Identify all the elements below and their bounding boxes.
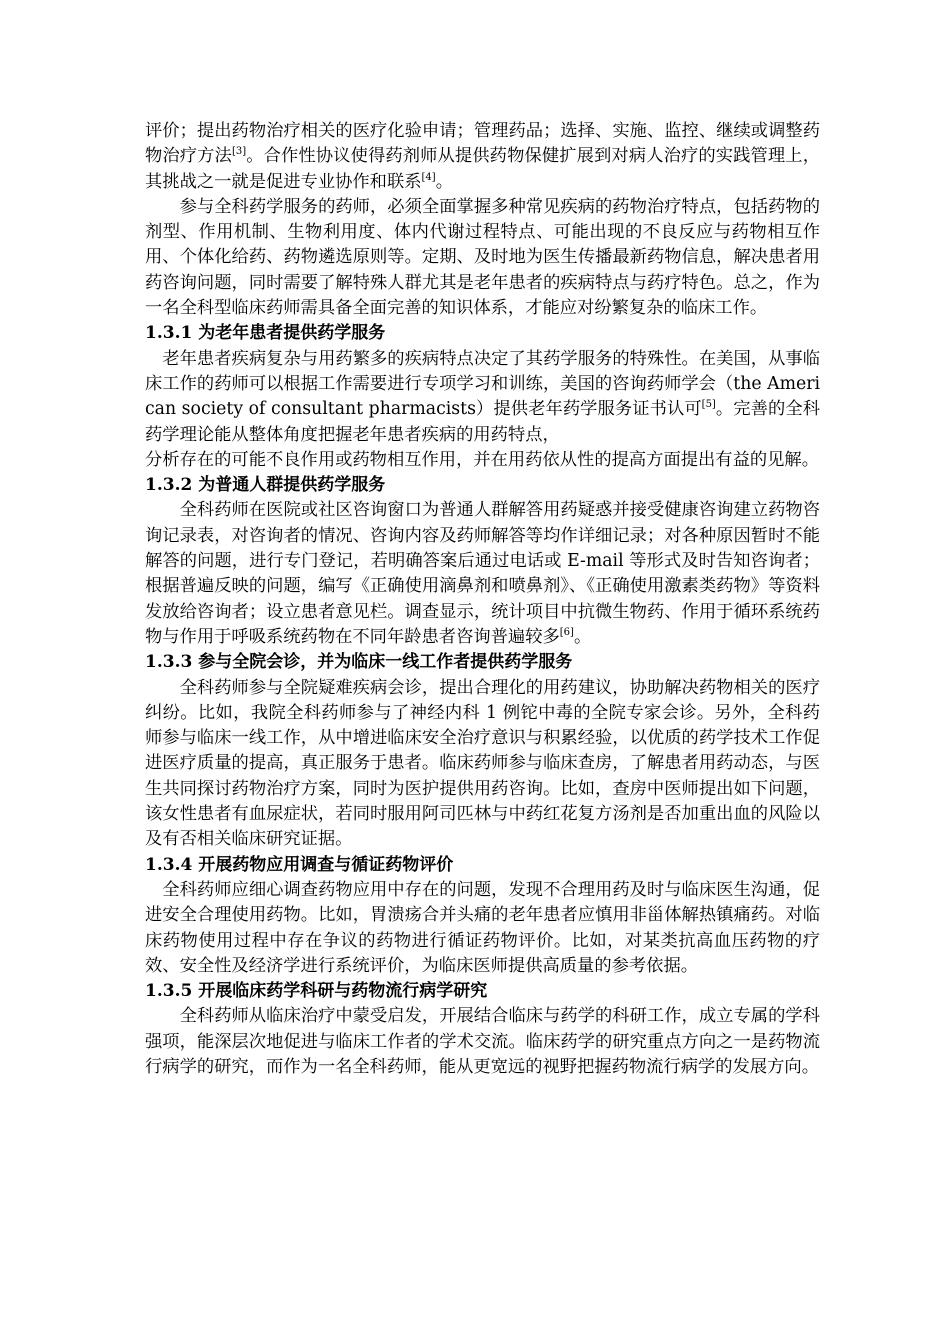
citation-5: [5]: [701, 399, 716, 411]
section-heading-1-3-5: 1.3.5 开展临床药学科研与药物流行病学研究: [145, 981, 488, 1002]
paragraph-pharmacist-knowledge: 参与全科药学服务的药师，必须全面掌握多种常见疾病的药物治疗特点，包括药物的剂型、作用机制、生物利用度、体内代谢过程特点、可能出现的不良反应与药物相互作用、个体化给药、药物遴选原则等。定期、及时地为医生传播最新药物信息，解决患者用药咨询问题，同时需要了解特殊人群尤其是老年患者的疾病特点与药疗特色。总之，作为一名全科型临床药师需具备全面完善的知识体系，才能应对纷繁复杂的临床工作。: [145, 196, 820, 319]
paragraph-research: 全科药师从临床治疗中蒙受启发，开展结合临床与药学的科研工作，成立专属的学科强项，能深层次地促进与临床工作者的学术交流。临床药学的研究重点方向之一是药物流行病学的研究，而作为一名全科药师，能从更宽远的视野把握药物流行病学的发展方向。: [145, 1006, 820, 1077]
document-page: [145, 119, 820, 1080]
paragraph-drug-survey: 全科药师应细心调查药物应用中存在的问题，发现不合理用药及时与临床医生沟通，促进安全合理使用药物。比如，胃溃疡合并头痛的老年患者应慎用非甾体解热镇痛药。对临床药物使用过程中存在争议的药物进行循证药物评价。比如，对某类抗高血压药物的疗效、安全性及经济学进行系统评价，为临床医师提供高质量的参考依据。: [145, 879, 820, 976]
paragraph-consultation: 全科药师参与全院疑难疾病会诊，提出合理化的用药建议，协助解决药物相关的医疗纠纷。比如，我院全科药师参与了神经内科 1 例铊中毒的全院专家会诊。另外，全科药师参与临床一线工作，从中增进临床安全治疗意识与积累经验，以优质的药学技术工作促进医疗质量的提高，真正服务于患者。临床药师参与临床查房，了解患者用药动态，与医生共同探讨药物治疗方案，同时为医护提供用药咨询。比如，查房中医师提出如下问题，该女性患者有血尿症状，若同时服用阿司匹林与中药红花复方汤剂是否加重出血的风险以及有否相关临床研究证据。: [145, 677, 820, 850]
citation-6: [6]: [559, 627, 574, 639]
section-heading-1-3-1: 1.3.1 为老年患者提供药学服务: [145, 323, 386, 344]
citation-4: [4]: [421, 171, 436, 183]
paragraph-elderly-service: 老年患者疾病复杂与用药繁多的疾病特点决定了其药学服务的特殊性。在美国，从事临床工作的药师可以根据工作需要进行专项学习和训练，美国的咨询药师学会（the American society of consultant pharmacists）提供老年药学服务证书认可[5]。完善的全科药学理论能从整体角度把握老年患者疾病的用药特点，: [145, 348, 820, 445]
paragraph-intro-continuation: 评价；提出药物治疗相关的医疗化验申请；管理药品；选择、实施、监控、继续或调整药物治疗方法[3]。合作性协议使得药剂师从提供药物保健扩展到对病人治疗的实践管理上，其挑战之一就是促进专业协作和联系[4]。: [145, 121, 820, 192]
section-heading-1-3-4: 1.3.4 开展药物应用调查与循证药物评价: [145, 854, 454, 875]
paragraph-general-population: 全科药师在医院或社区咨询窗口为普通人群解答用药疑惑并接受健康咨询建立药物咨询记录表，对咨询者的情况、咨询内容及药师解答等均作详细记录；对各种原因暂时不能解答的问题，进行专门登记，若明确答案后通过电话或 E-mail 等形式及时告知咨询者；根据普遍反映的问题，编写《正确使用滴鼻剂和喷鼻剂》、《正确使用激素类药物》等资料发放给咨询者；设立患者意见栏。调查显示，统计项目中抗微生物药、作用于循环系统药物与作用于呼吸系统药物在不同年龄患者咨询普遍较多[6]。: [145, 500, 820, 647]
paragraph-elderly-service-continued: 分析存在的可能不良作用或药物相互作用，并在用药依从性的提高方面提出有益的见解。: [145, 449, 819, 470]
citation-3: [3]: [231, 146, 247, 158]
section-heading-1-3-3: 1.3.3 参与全院会诊，并为临床一线工作者提供药学服务: [145, 652, 573, 673]
section-heading-1-3-2: 1.3.2 为普通人群提供药学服务: [145, 475, 386, 496]
